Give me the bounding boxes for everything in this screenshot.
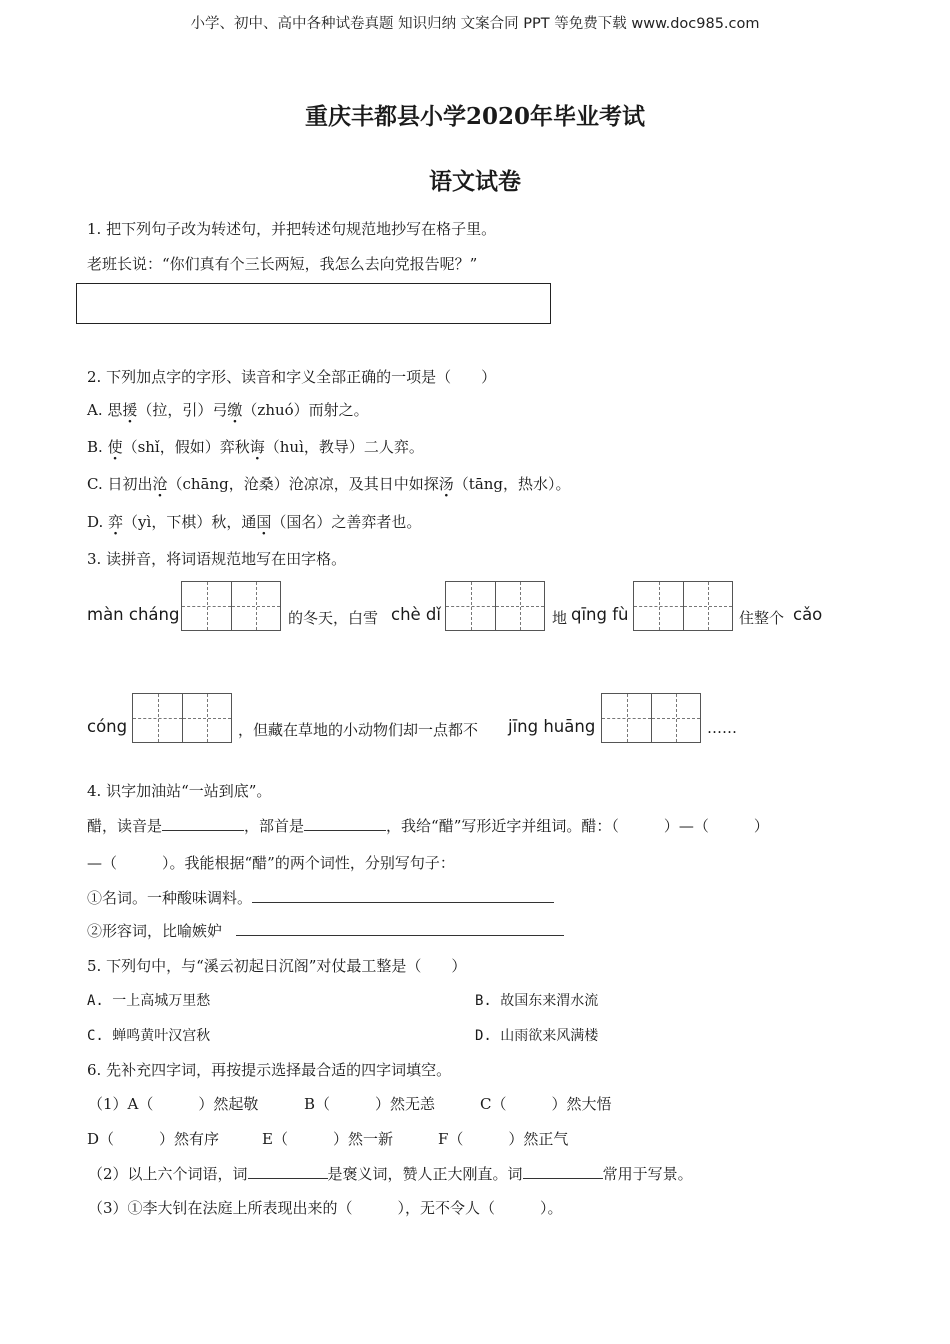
- q3-pinyin-3: qīng fù: [571, 605, 629, 624]
- q2-option-a[interactable]: [87, 399, 369, 420]
- q3-tianzige-5[interactable]: [601, 693, 701, 743]
- q2-d-pre: D.: [87, 513, 109, 531]
- q5-prompt: 5. 下列句中，与“溪云初起日沉阁”对仗最工整是（ ）: [87, 957, 467, 975]
- exam-title: 重庆丰都县小学2020年毕业考试: [304, 103, 645, 130]
- q4-adjective-sentence-blank[interactable]: [236, 921, 564, 936]
- q3-pinyin-2: chè dǐ: [391, 605, 441, 624]
- q2-c-dotted-char-2: 汤: [438, 475, 454, 493]
- tianzige-cell[interactable]: [651, 694, 700, 742]
- q2-a-post: （zhuó）而射之。: [242, 401, 369, 419]
- q2-c-pre: C. 日初出: [87, 475, 153, 493]
- q3-text-5: ……: [707, 719, 737, 737]
- q3-prompt: 3. 读拼音，将词语规范地写在田字格。: [87, 550, 347, 568]
- tianzige-cell[interactable]: [182, 694, 231, 742]
- q3-text-1: 的冬天，白雪: [288, 609, 379, 627]
- q3-tianzige-4[interactable]: [132, 693, 232, 743]
- q6-item-b[interactable]: B（ ）然无恙: [304, 1095, 436, 1113]
- tianzige-cell[interactable]: [683, 582, 732, 630]
- q4-line-1a: 醋，读音是: [87, 817, 163, 835]
- q2-b-mid: （shǐ，假如）弈秋: [122, 438, 250, 456]
- q2-a-mid: （拉，引）弓: [137, 401, 228, 419]
- q3-text-3: 住整个: [739, 609, 785, 627]
- download-header: 小学、初中、高中各种试卷真题 知识归纳 文案合同 PPT 等免费下载 www.doc985.com: [190, 16, 760, 32]
- q4-noun-sentence-blank[interactable]: [252, 888, 554, 903]
- q2-a-dotted-char-2: 缴: [227, 401, 243, 419]
- q4-prompt: 4. 识字加油站“一站到底”。: [87, 782, 272, 800]
- q2-a-dotted-char-1: 援: [122, 401, 138, 419]
- tianzige-cell[interactable]: [602, 694, 651, 742]
- q3-text-2: 地: [552, 609, 568, 627]
- q3-tianzige-1[interactable]: [181, 581, 281, 631]
- q1-prompt: 1. 把下列句子改为转述句，并把转述句规范地抄写在格子里。: [87, 220, 497, 238]
- q6-positive-words-blank[interactable]: [248, 1164, 328, 1179]
- q5-option-b[interactable]: B. 故国东来渭水流: [475, 993, 599, 1009]
- q5-option-d[interactable]: D. 山雨欲来风满楼: [475, 1028, 599, 1044]
- q4-line-1c: ，我给“醋”写形近字并组词。醋：（ ）—（ ）: [386, 817, 769, 835]
- q2-b-dotted-char-1: 使: [107, 438, 123, 456]
- q1-quote: 老班长说：“你们真有个三长两短，我怎么去向党报告呢？”: [87, 255, 478, 273]
- q2-b-dotted-char-2: 诲: [249, 438, 265, 456]
- q2-b-post: （huì，教导）二人弈。: [264, 438, 424, 456]
- q4-line-2: —（ ）。我能根据“醋”的两个词性，分别写句子：: [87, 854, 455, 872]
- tianzige-cell[interactable]: [634, 582, 683, 630]
- q4-pronunciation-blank[interactable]: [162, 816, 244, 831]
- q3-pinyin-4b: cóng: [87, 717, 128, 736]
- q5-option-a[interactable]: A. 一上高城万里愁: [87, 993, 211, 1009]
- q2-prompt: 2. 下列加点字的字形、读音和字义全部正确的一项是（ ）: [87, 368, 497, 386]
- tianzige-cell[interactable]: [446, 582, 495, 630]
- q2-c-dotted-char-1: 沧: [152, 475, 168, 493]
- tianzige-cell[interactable]: [231, 582, 280, 630]
- q4-line-4-text: ②形容词，比喻嫉妒: [87, 922, 223, 940]
- tianzige-cell[interactable]: [133, 694, 182, 742]
- q3-pinyin-5: jīng huāng: [508, 717, 596, 736]
- q4-line-1b: ，部首是: [244, 817, 305, 835]
- tianzige-cell[interactable]: [495, 582, 544, 630]
- q3-tianzige-2[interactable]: [445, 581, 545, 631]
- q4-line-1: [87, 815, 769, 836]
- q6-item-c[interactable]: C（ ）然大悟: [480, 1095, 612, 1113]
- q2-option-c[interactable]: [87, 473, 571, 494]
- q6-line-2b: 是褒义词，赞人正大刚直。词: [327, 1165, 523, 1183]
- q2-option-b[interactable]: [87, 436, 424, 457]
- q3-text-4: ，但藏在草地的小动物们却一点都不: [238, 721, 479, 739]
- q6-item-e[interactable]: E（ ）然一新: [262, 1130, 393, 1148]
- q3-pinyin-4a: cǎo: [793, 605, 823, 624]
- q2-a-pre: A. 思: [87, 401, 123, 419]
- q6-line-2a: （2）以上六个词语，词: [88, 1165, 248, 1183]
- q4-line-4: [87, 920, 564, 941]
- q2-b-pre: B.: [87, 438, 108, 456]
- q2-d-post: （国名）之善弈者也。: [271, 513, 422, 531]
- q6-item-f[interactable]: F（ ）然正气: [438, 1130, 569, 1148]
- q3-pinyin-1: màn cháng: [87, 605, 180, 624]
- q6-line-2: [88, 1163, 693, 1184]
- q6-prompt: 6. 先补充四字词，再按提示选择最合适的四字词填空。: [87, 1061, 452, 1079]
- q6-line-2c: 常用于写景。: [602, 1165, 693, 1183]
- q2-option-d[interactable]: [87, 511, 421, 532]
- exam-subtitle: 语文试卷: [429, 168, 521, 195]
- q6-item-d[interactable]: D（ ）然有序: [87, 1130, 220, 1148]
- q1-answer-box[interactable]: [76, 283, 551, 324]
- q4-line-3: [87, 887, 554, 908]
- q2-c-post: （tāng，热水）。: [453, 475, 571, 493]
- q2-d-dotted-char-2: 国: [256, 513, 272, 531]
- q2-d-mid: （yì，下棋）秋，通: [123, 513, 257, 531]
- q2-c-mid: （chāng，沧桑）沧凉凉，及其日中如探: [167, 475, 439, 493]
- tianzige-cell[interactable]: [182, 582, 231, 630]
- q6-item-a[interactable]: （1）A（ ）然起敬: [88, 1095, 259, 1113]
- q2-d-dotted-char-1: 弈: [108, 513, 124, 531]
- q4-radical-blank[interactable]: [304, 816, 386, 831]
- q6-line-3: （3）①李大钊在法庭上所表现出来的（ ），无不令人（ ）。: [88, 1199, 563, 1217]
- q6-scenery-words-blank[interactable]: [523, 1164, 603, 1179]
- q3-tianzige-3[interactable]: [633, 581, 733, 631]
- q4-line-3-text: ①名词。一种酸味调料。: [87, 889, 253, 907]
- q5-option-c[interactable]: C. 蝉鸣黄叶汉宫秋: [87, 1028, 211, 1044]
